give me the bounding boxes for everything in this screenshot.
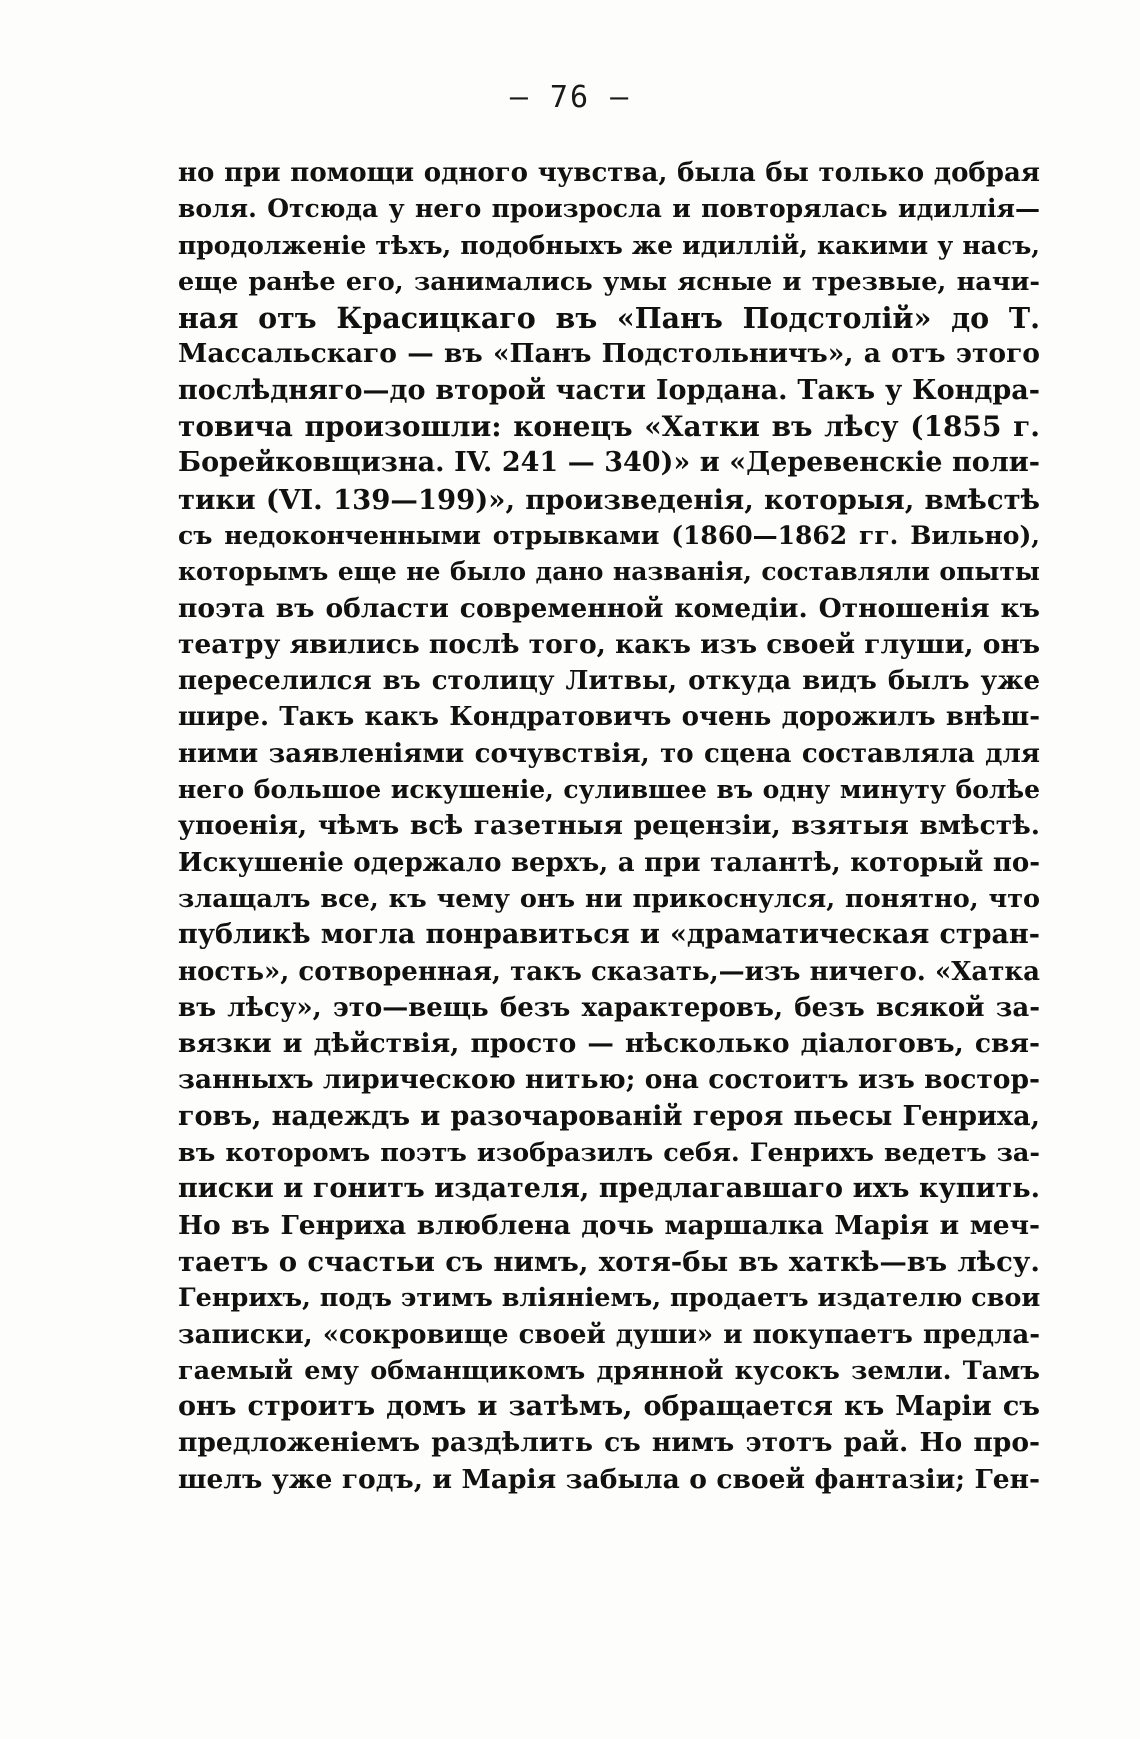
text-line: еще ранѣе его, занимались умы ясные и трезвые, начи- — [178, 266, 1040, 297]
text-line: Борейковщизна. IV. 241 — 340)» и «Деревенскіе поли- — [178, 447, 1040, 479]
text-line: записки, «сокровище своей души» и покупаетъ предла- — [178, 1319, 1040, 1350]
text-line: тики (VI. 139—199)», произведенія, которыя, вмѣстѣ — [178, 483, 1040, 516]
text-line: упоенія, чѣмъ всѣ газетныя рецензіи, взятыя вмѣстѣ. — [178, 810, 1040, 842]
text-line: послѣдняго—до второй части Іордана. Такъ у Кондра- — [178, 374, 1040, 406]
text-line: поэта въ области современной комедіи. Отношенія къ — [178, 592, 1040, 624]
text-line: переселился въ столицу Литвы, откуда видъ былъ уже — [178, 666, 1040, 697]
text-line: ними заявленіями сочувствія, то сцена составляла для — [178, 738, 1040, 769]
text-line: но при помощи одного чувства, была бы только добрая — [178, 158, 1040, 188]
text-line: товича произошли: конецъ «Хатки въ лѣсу (1855 г. — [178, 410, 1040, 444]
text-line: писки и гонитъ издателя, предлагавшаго ихъ купить. — [178, 1173, 1040, 1205]
text-line: Массальскаго — въ «Панъ Подстольничъ», а отъ этого — [178, 338, 1040, 370]
text-line: въ которомъ поэтъ изобразилъ себя. Генрихъ ведетъ за- — [178, 1138, 1040, 1169]
text-line: шелъ уже годъ, и Марія забыла о своей фантазіи; Ген- — [178, 1463, 1040, 1495]
text-line: публикѣ могла понравиться и «драматическая стран- — [178, 919, 1040, 951]
text-line: шире. Такъ какъ Кондратовичъ очень дорожилъ внѣш- — [178, 702, 1040, 733]
text-line: онъ строитъ домъ и затѣмъ, обращается къ Маріи съ — [178, 1391, 1040, 1423]
text-line: него большое искушеніе, сулившее въ одну минуту болѣе — [178, 775, 1040, 805]
text-line: таетъ о счастьи съ нимъ, хотя-бы въ хаткѣ—въ лѣсу. — [178, 1245, 1040, 1278]
text-line: злащалъ все, къ чему онъ ни прикоснулся, понятно, что — [178, 883, 1040, 914]
text-line: занныхъ лирическою нитью; она состоитъ изъ востор- — [178, 1064, 1040, 1096]
text-line: которымъ еще не было дано названія, составляли опыты — [178, 557, 1040, 587]
text-line: Генрихъ, подъ этимъ вліяніемъ, продаетъ издателю свои — [178, 1283, 1041, 1314]
text-line: въ лѣсу», это—вещь безъ характеровъ, безъ всякой за- — [178, 992, 1040, 1023]
text-line: воля. Отсюда у него произросла и повторялась идиллія— — [178, 194, 1040, 224]
text-line: Искушеніе одержало верхъ, а при талантѣ, который по- — [178, 847, 1040, 878]
text-line: Но въ Генриха влюблена дочь маршалка Марія и меч- — [178, 1209, 1040, 1241]
text-line: съ недоконченными отрывками (1860—1862 гг. Вильно), — [178, 520, 1040, 550]
body-text — [178, 155, 1040, 1498]
text-line: продолженіе тѣхъ, подобныхъ же идиллій, какими у насъ, — [178, 230, 1040, 260]
text-line: театру явились послѣ того, какъ изъ своей глуши, онъ — [178, 628, 1041, 660]
text-line: предложеніемъ раздѣлить съ нимъ этотъ рай. Но про- — [178, 1427, 1040, 1459]
text-line: говъ, надеждъ и разочарованій героя пьесы Генриха, — [178, 1100, 1040, 1132]
text-line: гаемый ему обманщикомъ дрянной кусокъ земли. Тамъ — [178, 1355, 1040, 1386]
text-line: ная отъ Красицкаго въ «Панъ Подстолій» до Т. — [178, 301, 1040, 336]
text-line: вязки и дѣйствія, просто — нѣсколько діалоговъ, свя- — [178, 1028, 1040, 1060]
page-number: — 76 — — [509, 80, 631, 115]
text-line: ность», сотворенная, такъ сказать,—изъ ничего. «Хатка — [178, 956, 1040, 987]
